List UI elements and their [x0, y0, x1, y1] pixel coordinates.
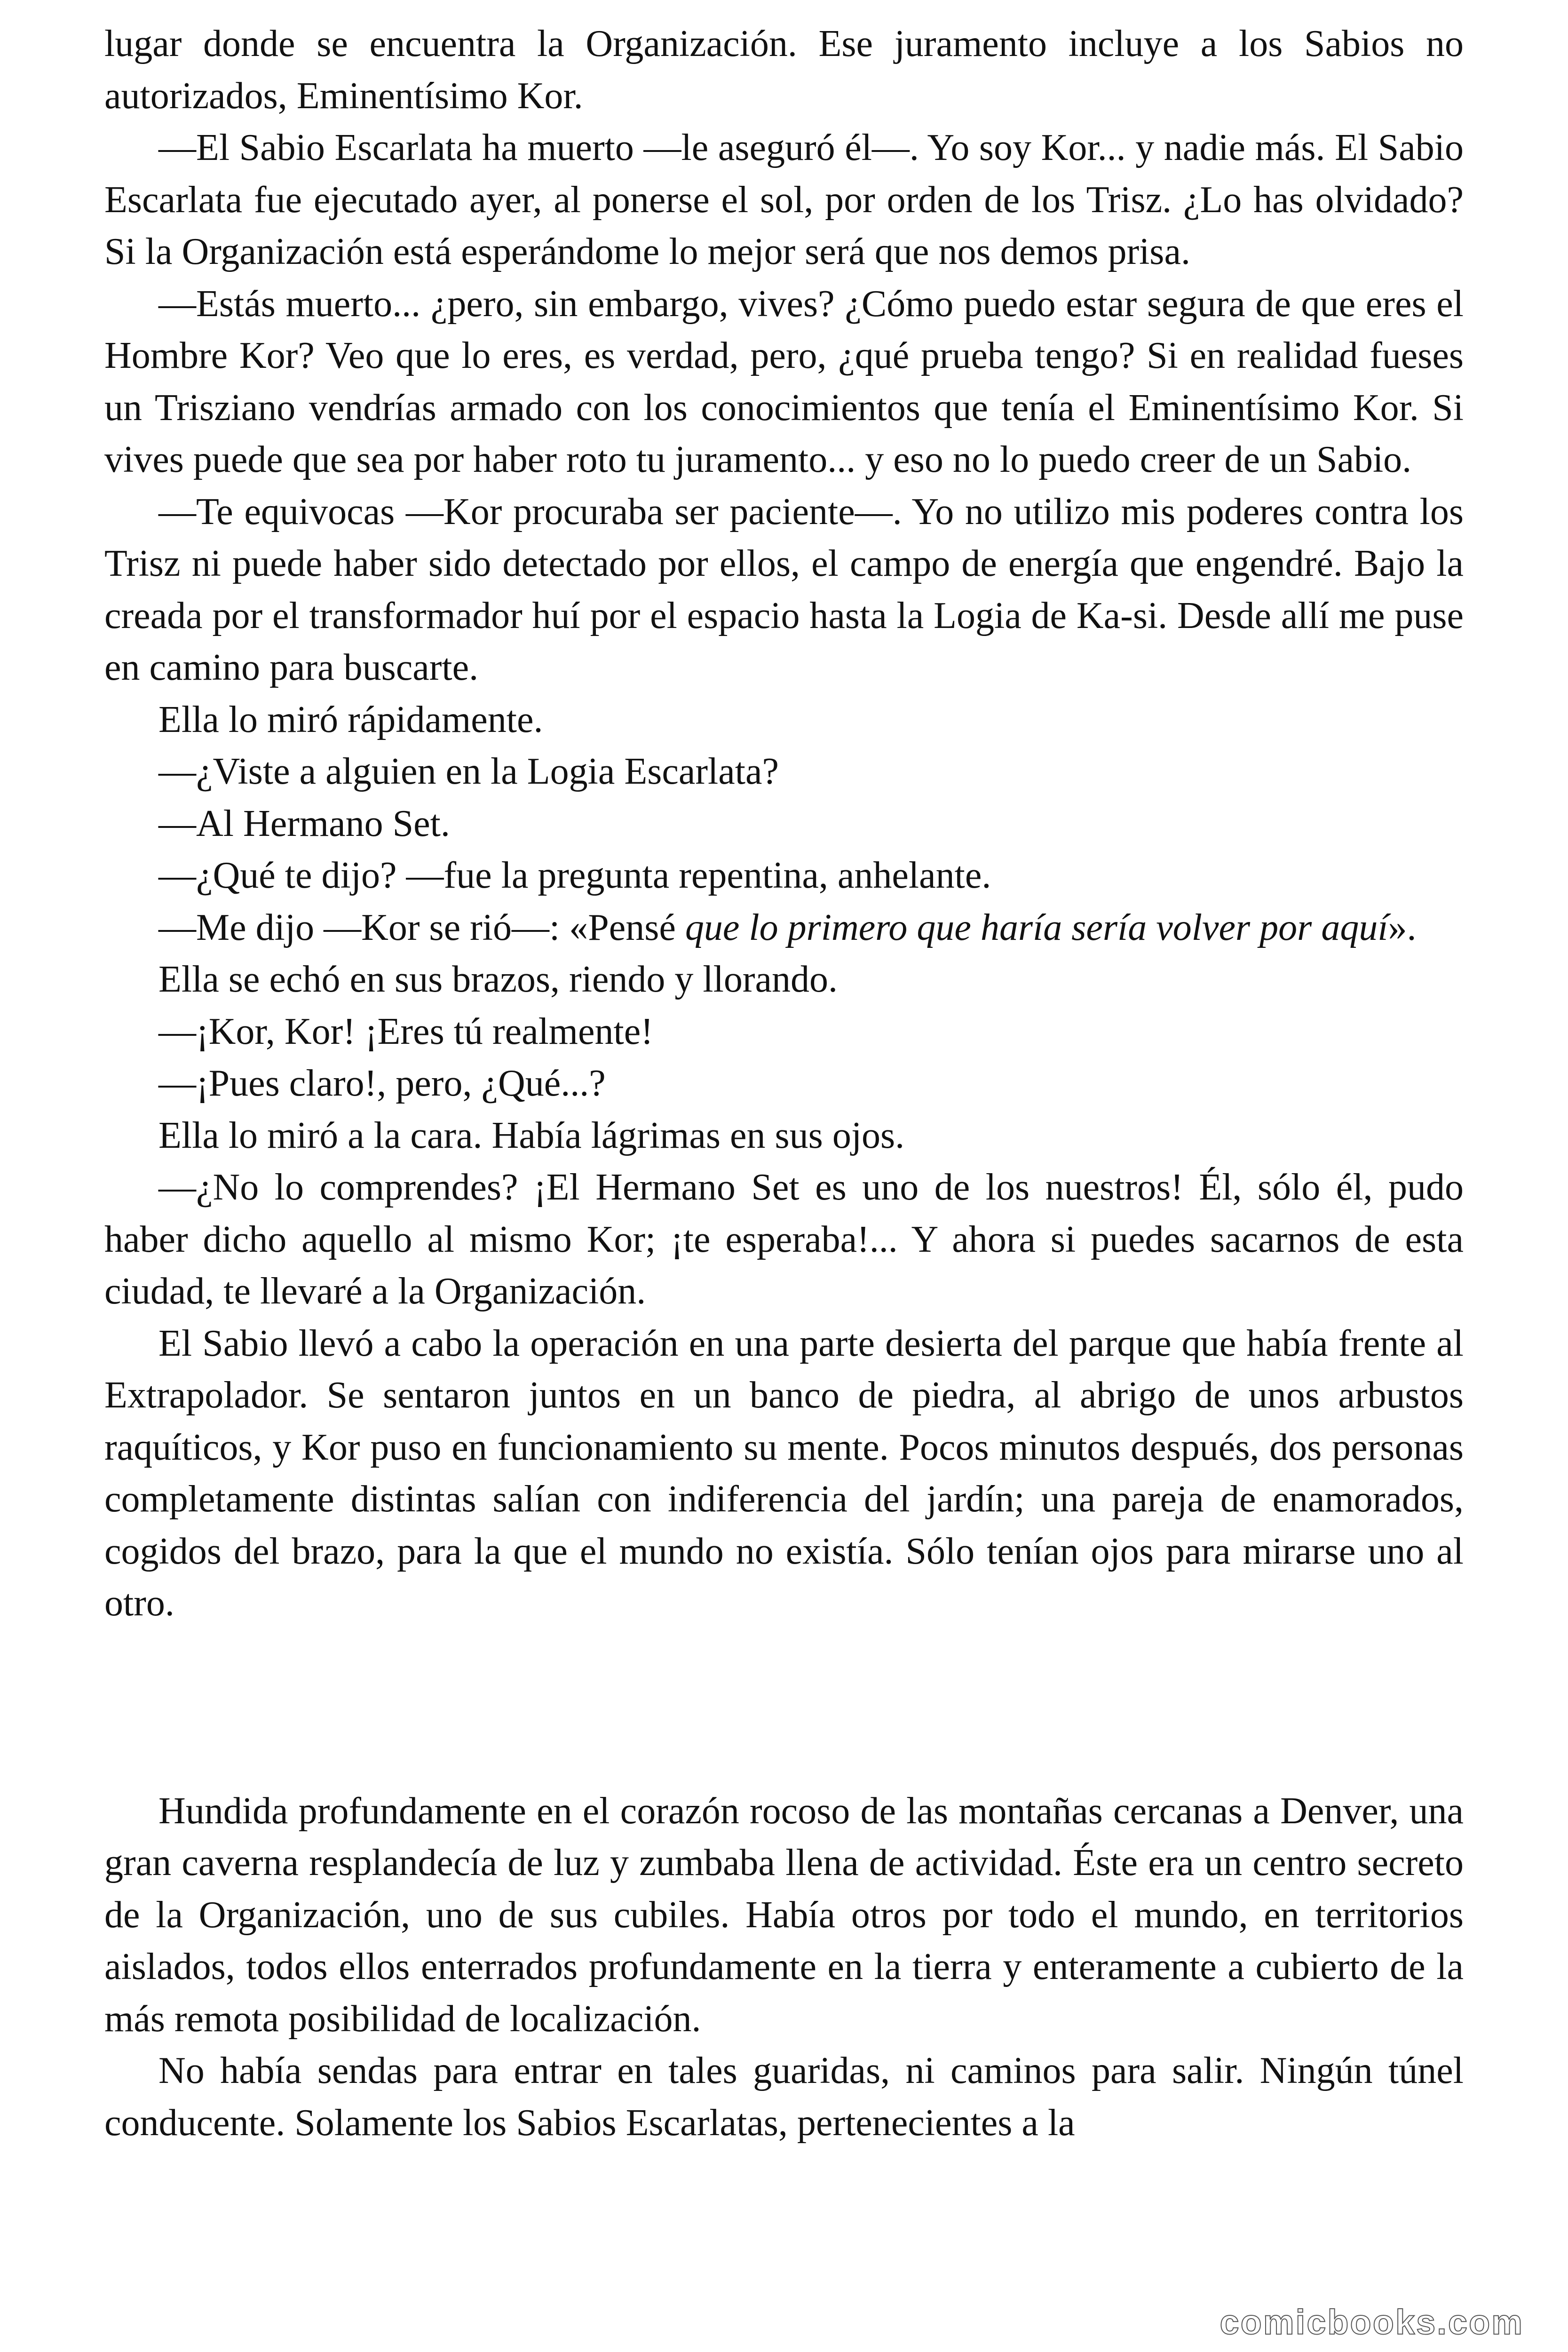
paragraph: —¡Pues claro!, pero, ¿Qué...?	[158, 1063, 606, 1104]
paragraph: No había sendas para entrar en tales guaridas, ni caminos para salir. Ningún túnel conducente. Solamente los Sabios Escarlatas, pertenecientes a la	[104, 2050, 1464, 2144]
paragraph: —¿No lo comprendes? ¡El Hermano Set es uno de los nuestros! Él, sólo él, pudo haber dicho aquello al mismo Kor; ¡te esperaba!... Y ahora si puedes sacarnos de esta ciudad, te llevaré a la Organización.	[104, 1167, 1464, 1312]
paragraph: —Te equivocas —Kor procuraba ser paciente—. Yo no utilizo mis poderes contra los Trisz ni puede haber sido detectado por ellos, el campo de energía que engendré. Bajo la creada por el transformador huí por el espacio hasta la Logia de Ka-si. Desde allí me puse en camino para buscarte.	[104, 491, 1464, 688]
dialogue-text: —Me dijo —Kor se rió—: «Pensé	[158, 906, 685, 948]
paragraph: —¡Kor, Kor! ¡Eres tú realmente!	[158, 1010, 653, 1052]
paragraph	[104, 902, 1464, 954]
paragraph: Ella se echó en sus brazos, riendo y llorando.	[158, 959, 838, 1000]
paragraph: Ella lo miró rápidamente.	[158, 699, 543, 740]
watermark: comicbooks.com	[1217, 2305, 1527, 2340]
paragraph: Hundida profundamente en el corazón rocoso de las montañas cercanas a Denver, una gran caverna resplandecía de luz y zumbaba llena de actividad. Éste era un centro secreto de la Organización, uno de sus cubiles. Había otros por todo el mundo, en territorios aislados, todos ellos enterrados profundamente en la tierra y enteramente a cubierto de la más remota posibilidad de localización.	[104, 1790, 1464, 2040]
italic-quote: que lo primero que haría sería volver por aquí	[685, 906, 1388, 948]
paragraph: —¿Viste a alguien en la Logia Escarlata?	[158, 751, 779, 792]
paragraph: —¿Qué te dijo? —fue la pregunta repentina, anhelante.	[158, 855, 991, 896]
paragraph: Ella lo miró a la cara. Había lágrimas en sus ojos.	[158, 1114, 905, 1156]
dialogue-text: ».	[1388, 906, 1417, 948]
paragraph: lugar donde se encuentra la Organización. Ese juramento incluye a los Sabios no autorizados, Eminentísimo Kor.	[104, 23, 1464, 117]
paragraph: El Sabio llevó a cabo la operación en una parte desierta del parque que había frente al Extrapolador. Se sentaron juntos en un banco de piedra, al abrigo de unos arbustos raquíticos, y Kor puso en funcionamiento su mente. Pocos minutos después, dos personas completamente distintas salían con indiferencia del jardín; una pareja de enamorados, cogidos del brazo, para la que el mundo no existía. Sólo tenían ojos para mirarse uno al otro.	[104, 1322, 1464, 1624]
paragraph: —Estás muerto... ¿pero, sin embargo, vives? ¿Cómo puedo estar segura de que eres el Hombre Kor? Veo que lo eres, es verdad, pero, ¿qué prueba tengo? Si en realidad fueses un Trisziano vendrías armado con los conocimientos que tenía el Eminentísimo Kor. Si vives puede que sea por haber roto tu juramento... y eso no lo puedo creer de un Sabio.	[104, 283, 1464, 480]
paragraph: —El Sabio Escarlata ha muerto —le aseguró él—. Yo soy Kor... y nadie más. El Sabio Escarlata fue ejecutado ayer, al ponerse el sol, por orden de los Trisz. ¿Lo has olvidado? Si la Organización está esperándome lo mejor será que nos demos prisa.	[104, 127, 1464, 272]
book-page-text	[104, 18, 1464, 2149]
paragraph: —Al Hermano Set.	[158, 803, 450, 844]
